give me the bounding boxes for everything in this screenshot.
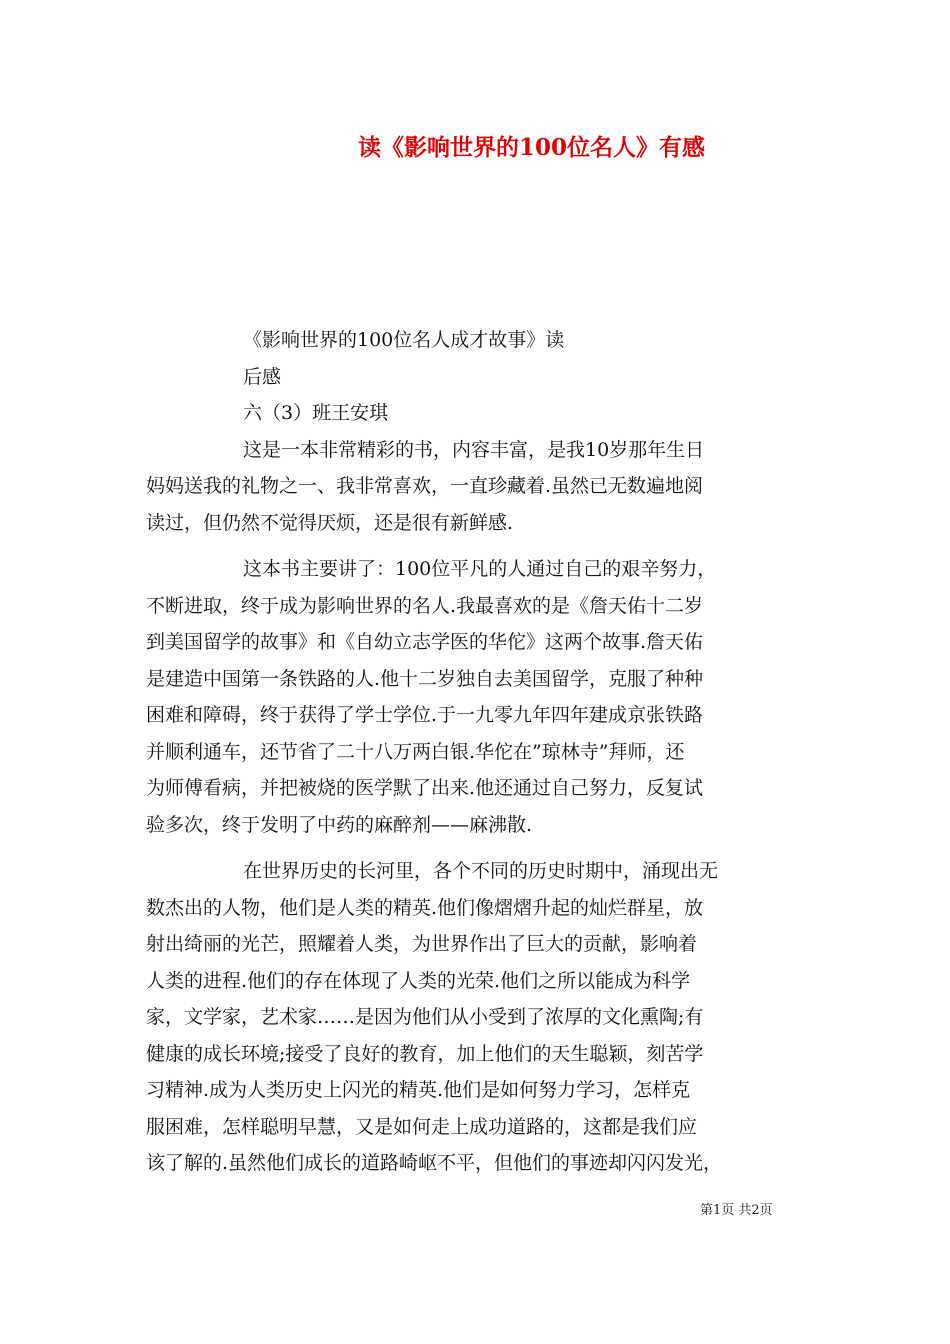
paragraph-3-line: 健康的成长环境;接受了良好的教育，加上他们的天生聪颖，刻苦学 bbox=[146, 1042, 704, 1065]
document-body bbox=[146, 322, 809, 1182]
paragraph-3-line: 人类的进程.他们的存在体现了人类的光荣.他们之所以能成为科学 bbox=[146, 969, 691, 992]
paragraph-1-line: 妈妈送我的礼物之一、我非常喜欢，一直珍藏着.虽然已无数遍地阅 bbox=[146, 475, 704, 497]
paragraph-3-line: 该了解的.虽然他们成长的道路崎岖不平，但他们的事迹却闪闪发光， bbox=[146, 1152, 723, 1174]
paragraph-3-line: 数杰出的人物，他们是人类的精英.他们像熠熠升起的灿烂群星，放 bbox=[146, 896, 704, 919]
paragraph-3-line: 射出绮丽的光芒，照耀着人类，为世界作出了巨大的贡献，影响着 bbox=[146, 933, 698, 955]
paragraph-2-line: 这本书主要讲了：100位平凡的人通过自己的艰辛努力， bbox=[243, 558, 717, 580]
paragraph-3-line: 服困难，怎样聪明早慧，又是如何走上成功道路的，这都是我们应 bbox=[146, 1115, 698, 1138]
paragraph-3-line: 家，文学家，艺术家……是因为他们从小受到了浓厚的文化熏陶;有 bbox=[146, 1006, 704, 1028]
paragraph-2-line: 到美国留学的故事》和《自幼立志学医的华佗》这两个故事.詹天佑 bbox=[146, 631, 704, 653]
paragraph-2-line: 困难和障碍，终于获得了学士学位.于一九零九年四年建成京张铁路 bbox=[146, 704, 704, 726]
paragraph-2-line: 不断进取，终于成为影响世界的名人.我最喜欢的是《詹天佑十二岁 bbox=[146, 594, 704, 617]
page-number-footer: 第1页 共2页 bbox=[700, 1203, 773, 1218]
paragraph-3-line: 在世界历史的长河里，各个不同的历史时期中，涌现出无 bbox=[243, 860, 719, 882]
paragraph-1-line: 这是一本非常精彩的书，内容丰富，是我10岁那年生日 bbox=[243, 438, 705, 461]
paragraph-2-line: 验多次，终于发明了中药的麻醉剂——麻沸散. bbox=[146, 813, 533, 836]
document-title: 读《影响世界的100位名人》有感 bbox=[358, 134, 706, 161]
paragraph-gap bbox=[146, 541, 809, 551]
paragraph-2-line: 并顺利通车，还节省了二十八万两白银.华佗在”琼林寺”拜师，还 bbox=[146, 740, 685, 763]
paragraph-3-line: 习精神.成为人类历史上闪光的精英.他们是如何努力学习，怎样克 bbox=[146, 1079, 691, 1101]
author-line: 六（3）班王安琪 bbox=[243, 402, 389, 424]
paragraph-gap bbox=[146, 843, 809, 853]
heading-line: 后感 bbox=[243, 365, 282, 388]
paragraph-2-line: 是建造中国第一条铁路的人.他十二岁独自去美国留学，克服了种种 bbox=[146, 667, 704, 690]
paragraph-1-line: 读过，但仍然不觉得厌烦，还是很有新鲜感. bbox=[146, 511, 514, 534]
paragraph-2-line: 为师傅看病，并把被烧的医学默了出来.他还通过自己努力，反复试 bbox=[146, 777, 704, 799]
heading-line: 《影响世界的100位名人成才故事》读 bbox=[243, 329, 565, 351]
